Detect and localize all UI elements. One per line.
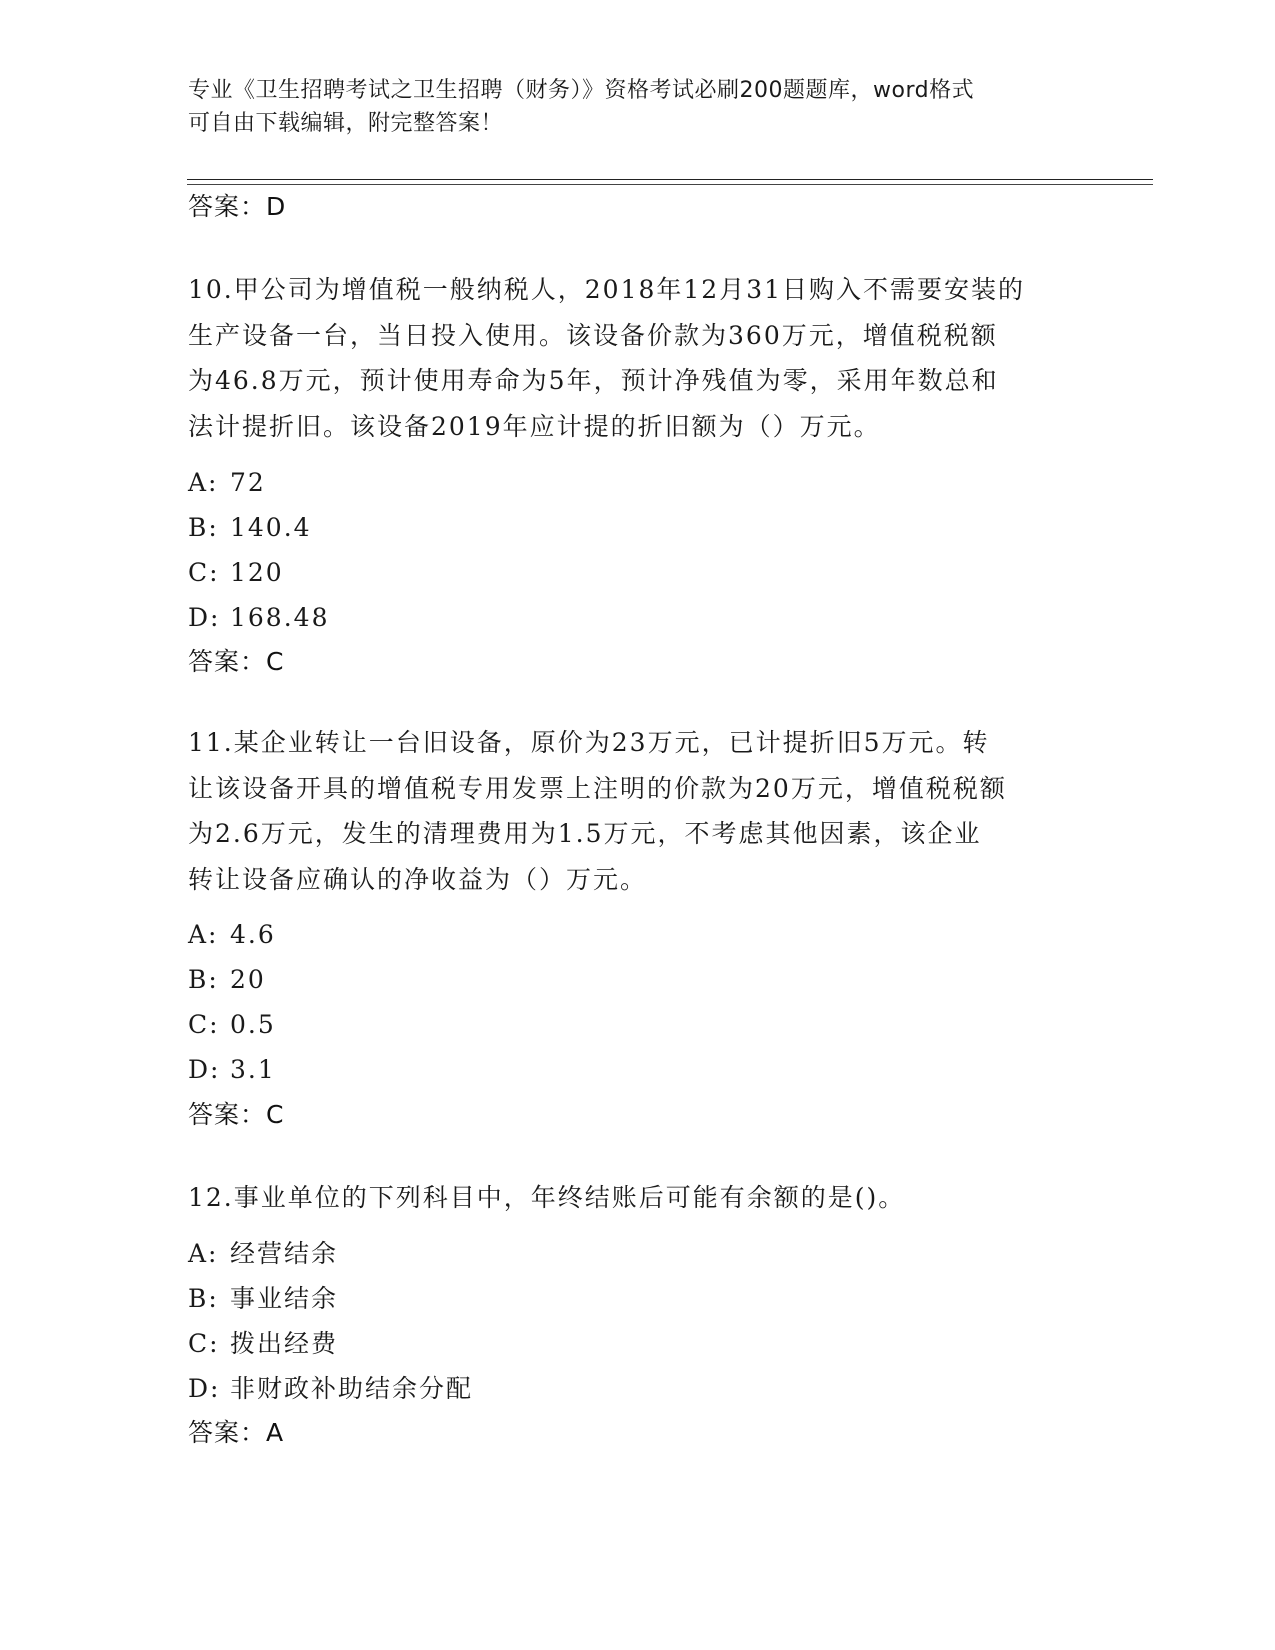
option-label: D: bbox=[188, 603, 221, 632]
option-12-b bbox=[188, 1282, 338, 1316]
option-label: C: bbox=[188, 1329, 220, 1358]
option-text: 20 bbox=[230, 965, 266, 994]
option-text: 拨出经费 bbox=[230, 1329, 339, 1358]
option-text: 事业结余 bbox=[230, 1284, 339, 1313]
option-text: 140.4 bbox=[230, 513, 312, 542]
answer-q9: 答案：D bbox=[188, 192, 287, 221]
option-label: D: bbox=[188, 1374, 221, 1403]
question-line: 10.甲公司为增值税一般纳税人，2018年12月31日购入不需要安装的 bbox=[188, 275, 1026, 304]
option-label: A: bbox=[188, 468, 219, 497]
question-line: 为46.8万元，预计使用寿命为5年，预计净残值为零，采用年数总和 bbox=[188, 366, 999, 395]
header-rule-thin bbox=[187, 184, 1153, 185]
option-12-a bbox=[188, 1237, 338, 1271]
option-label: B: bbox=[188, 513, 219, 542]
option-text: 168.48 bbox=[230, 603, 330, 632]
option-label: D: bbox=[188, 1055, 221, 1084]
header-line-2: 可自由下载编辑，附完整答案！ bbox=[188, 111, 504, 136]
option-10-a bbox=[188, 466, 266, 500]
option-11-b bbox=[188, 963, 266, 997]
option-text: 非财政补助结余分配 bbox=[230, 1374, 474, 1403]
question-11 bbox=[188, 720, 1078, 902]
answer-q10: 答案：C bbox=[188, 647, 285, 676]
option-11-a bbox=[188, 918, 276, 952]
option-10-d bbox=[188, 601, 329, 635]
answer-q11: 答案：C bbox=[188, 1100, 285, 1129]
question-line: 法计提折旧。该设备2019年应计提的折旧额为（）万元。 bbox=[188, 411, 881, 441]
option-label: B: bbox=[188, 1284, 219, 1313]
question-line: 让该设备开具的增值税专用发票上注明的价款为20万元，增值税税额 bbox=[188, 773, 1007, 803]
question-line: 为2.6万元，发生的清理费用为1.5万元，不考虑其他因素，该企业 bbox=[188, 819, 982, 848]
header-rule-thick bbox=[187, 179, 1153, 180]
option-11-c bbox=[188, 1008, 276, 1042]
answer-q12: 答案：A bbox=[188, 1418, 285, 1447]
question-line: 12.事业单位的下列科目中，年终结账后可能有余额的是()。 bbox=[188, 1183, 906, 1212]
option-label: A: bbox=[188, 920, 219, 949]
question-10 bbox=[188, 267, 1078, 449]
option-12-c bbox=[188, 1327, 338, 1361]
option-text: 72 bbox=[230, 468, 266, 497]
option-12-d bbox=[188, 1372, 473, 1406]
option-text: 3.1 bbox=[230, 1055, 276, 1084]
option-label: C: bbox=[188, 1010, 220, 1039]
question-12 bbox=[188, 1175, 1078, 1221]
option-10-c bbox=[188, 556, 284, 590]
option-label: B: bbox=[188, 965, 219, 994]
question-line: 生产设备一台，当日投入使用。该设备价款为360万元，增值税税额 bbox=[188, 320, 998, 350]
option-text: 0.5 bbox=[230, 1010, 276, 1039]
option-label: A: bbox=[188, 1239, 219, 1268]
question-line: 11.某企业转让一台旧设备，原价为23万元，已计提折旧5万元。转 bbox=[188, 728, 990, 757]
option-10-b bbox=[188, 511, 312, 545]
document-header bbox=[188, 74, 1088, 140]
option-text: 4.6 bbox=[230, 920, 276, 949]
header-line-1: 专业《卫生招聘考试之卫生招聘（财务）》资格考试必刷200题题库，word格式 bbox=[188, 78, 975, 103]
question-line: 转让设备应确认的净收益为（）万元。 bbox=[188, 864, 648, 894]
option-text: 120 bbox=[230, 558, 284, 587]
option-label: C: bbox=[188, 558, 220, 587]
option-11-d bbox=[188, 1053, 276, 1087]
option-text: 经营结余 bbox=[230, 1239, 339, 1268]
